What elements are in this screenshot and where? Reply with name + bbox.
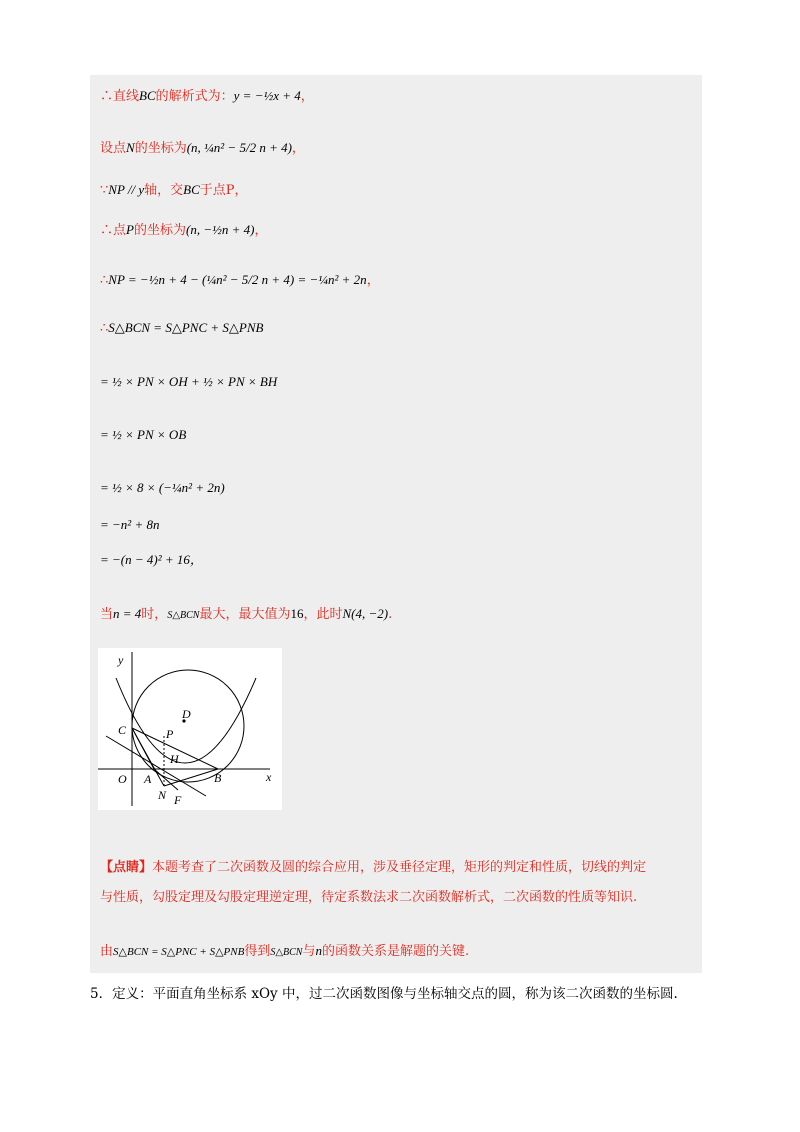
step-4: = −n² + 8n <box>100 517 160 532</box>
label-f: F <box>174 793 182 807</box>
label-h: H <box>170 752 179 766</box>
label-p: P <box>166 727 174 741</box>
solution-line-5: ∴NP = −½n + 4 − (¼n² − 5/2 n + 4) = −¼n² + 2n， <box>100 272 380 288</box>
solution-line-3: ∵NP // y轴，交BC于点P， <box>100 182 248 198</box>
step-2: = ½ × PN × OB <box>100 427 187 442</box>
solution-line-4: ∴点P的坐标为(n, −½n + 4)， <box>100 222 268 238</box>
solution-panel <box>90 75 702 973</box>
tangent-line <box>106 736 206 796</box>
step-1: = ½ × PN × OH + ½ × PN × BH <box>100 374 278 389</box>
line-ca <box>132 728 154 769</box>
comment-line-2: 与性质，勾股定理及勾股定理逆定理，待定系数法求二次函数解析式，二次函数的性质等知识. <box>100 890 638 905</box>
comment-line-3: 由S△BCN = S△PNC + S△PNB得到S△BCN与n的函数关系是解题的关键. <box>100 943 470 959</box>
solution-line-2: 设点N的坐标为(n, ¼n² − 5/2 n + 4)， <box>100 140 305 156</box>
solution-line-1: ∴直线BC的解析式为：y = −½x + 4， <box>100 88 314 104</box>
label-d: D <box>182 707 191 721</box>
conclusion-line: 当n = 4时，S△BCN最大，最大值为16，此时N(4, −2). <box>100 606 393 622</box>
label-y: y <box>118 653 124 667</box>
comment-line-1: 【点睛】本题考查了二次函数及圆的综合应用，涉及垂径定理，矩形的判定和性质，切线的判定 <box>100 860 647 875</box>
label-c: C <box>118 723 127 737</box>
circle-d <box>132 670 244 782</box>
label-a: A <box>144 772 152 786</box>
label-x: x <box>266 770 272 784</box>
step-3: = ½ × 8 × (−¼n² + 2n) <box>100 480 225 495</box>
label-b: B <box>214 771 222 785</box>
solution-line-6: ∴S△BCN = S△PNC + S△PNB <box>100 320 264 336</box>
coordinate-diagram <box>98 648 282 810</box>
step-5: = −(n − 4)² + 16， <box>100 552 203 567</box>
label-o: O <box>118 772 127 786</box>
label-n: N <box>158 788 167 802</box>
question-5: 5．定义：平面直角坐标系 xOy 中，过二次函数图像与坐标轴交点的圆，称为该二次函数的坐标圆. <box>90 986 678 1002</box>
geometry-figure <box>98 648 282 810</box>
